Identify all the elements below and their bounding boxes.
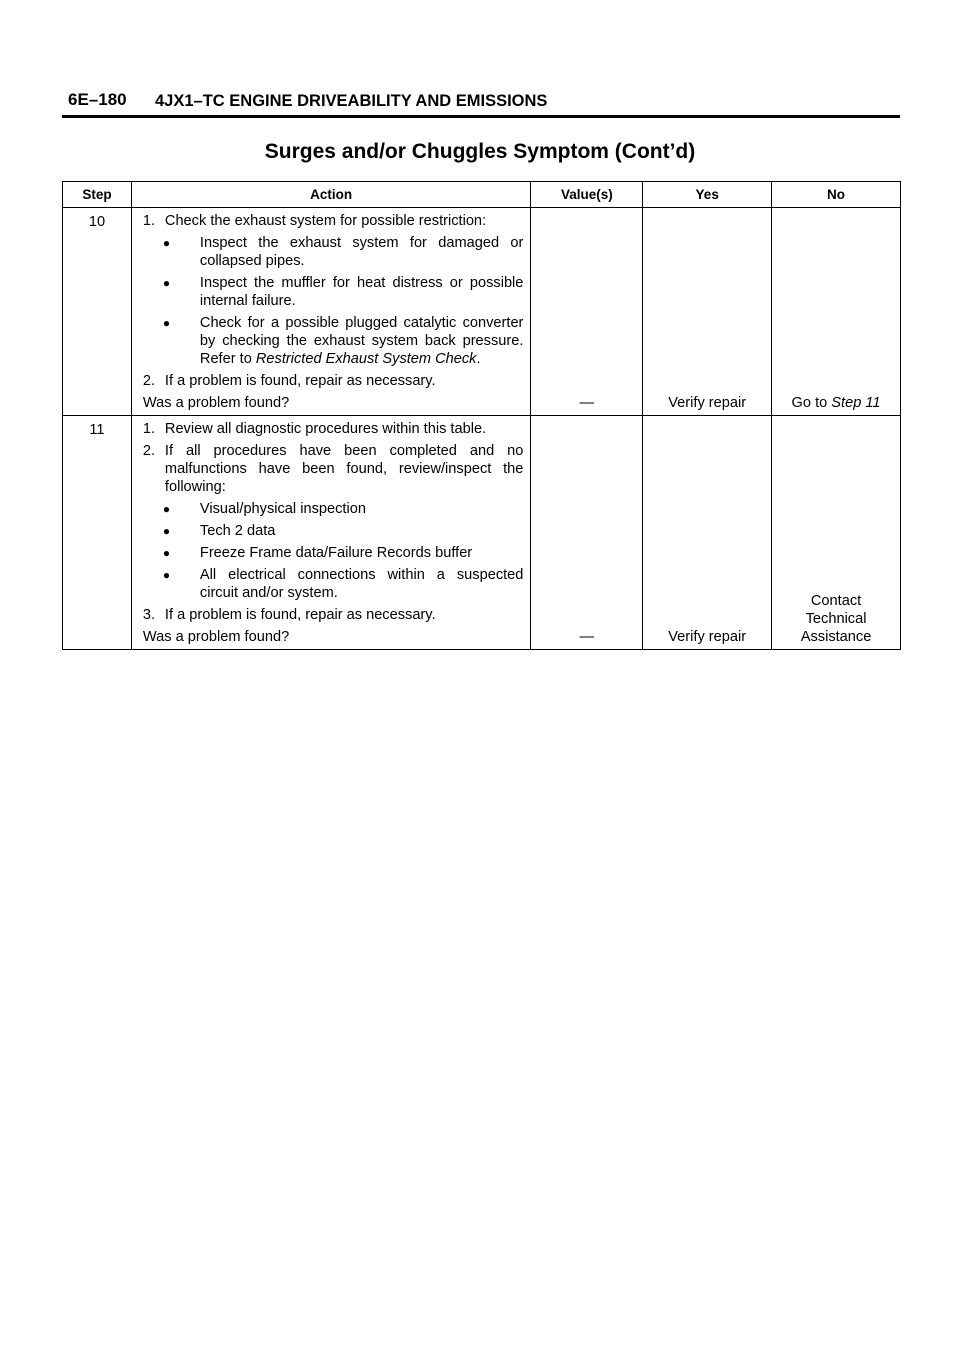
bullet-icon: ● (162, 568, 171, 582)
table-header-row (63, 182, 901, 208)
no-cell (772, 208, 901, 416)
bullet-icon: ● (162, 276, 171, 290)
item-number: 1. (142, 213, 156, 229)
bullet-text (200, 314, 524, 368)
bullet-text: Freeze Frame data/Failure Records buffer (199, 545, 473, 561)
no-text-line: Assistance (800, 629, 872, 645)
bullet-text-main: Check for a possible plugged catalytic converter by checking the exhaust system back pressure. Refer to (199, 315, 524, 367)
no-cell (772, 416, 901, 650)
step-number: 11 (63, 416, 132, 650)
action-cell (131, 208, 531, 416)
bullet-icon: ● (162, 546, 171, 560)
question-text: Was a problem found? (142, 629, 290, 645)
item-text: Review all diagnostic procedures within this table. (164, 421, 487, 437)
step-number: 10 (63, 208, 132, 416)
bullet-item (163, 566, 524, 602)
item-number: 3. (142, 607, 156, 623)
item-number: 2. (142, 373, 156, 389)
table-row (63, 208, 901, 416)
bullet-item (163, 500, 524, 518)
bullet-item (163, 274, 524, 310)
bullet-icon: ● (162, 524, 171, 538)
bullet-text: Visual/physical inspection (199, 501, 366, 517)
bullet-text: Inspect the exhaust system for damaged or collapsed pipes. (199, 235, 524, 269)
column-header-action: Action (131, 182, 531, 208)
column-header-no: No (772, 182, 901, 208)
action-item (143, 372, 524, 390)
page-number: 6E–180 (68, 90, 127, 109)
header-rule (62, 115, 900, 118)
item-number: 1. (142, 421, 156, 437)
bullet-icon: ● (162, 316, 171, 330)
cross-reference: Restricted Exhaust System Check (255, 351, 477, 367)
bullet-text-end: . (476, 351, 481, 367)
table-row (63, 416, 901, 650)
item-text: If a problem is found, repair as necessary. (164, 373, 436, 389)
item-number: 2. (142, 443, 156, 459)
action-item (143, 420, 524, 438)
yes-cell: Verify repair (643, 208, 772, 416)
item-text: If a problem is found, repair as necessary. (164, 607, 436, 623)
bullet-text: Inspect the muffler for heat distress or possible internal failure. (199, 275, 524, 309)
bullet-text: All electrical connections within a suspected circuit and/or system. (199, 567, 524, 601)
bullet-item (163, 314, 524, 368)
question-text: Was a problem found? (142, 395, 290, 411)
action-cell (131, 416, 531, 650)
bullet-icon: ● (162, 236, 171, 250)
value-cell: — (531, 208, 643, 416)
bullet-text: Tech 2 data (199, 523, 276, 539)
action-item (143, 442, 524, 496)
symptom-title: Surges and/or Chuggles Symptom (Cont’d) (264, 140, 696, 163)
no-text-line: Contact (810, 593, 862, 609)
diagnostic-table (62, 181, 901, 650)
step-reference: Step 11 (831, 395, 881, 411)
section-title: 4JX1–TC ENGINE DRIVEABILITY AND EMISSIONS (155, 92, 548, 110)
column-header-yes: Yes (643, 182, 772, 208)
column-header-step: Step (63, 182, 132, 208)
bullet-item (163, 544, 524, 562)
bullet-icon: ● (162, 502, 171, 516)
value-cell: — (531, 416, 643, 650)
column-header-values: Value(s) (531, 182, 643, 208)
action-item (143, 606, 524, 624)
bullet-item (163, 522, 524, 540)
no-text: Go to (791, 395, 832, 411)
action-item (143, 212, 524, 230)
no-text-line: Technical (805, 611, 867, 627)
bullet-item (163, 234, 524, 270)
item-text: If all procedures have been completed and no malfunctions have been found, review/inspect the following: (164, 443, 524, 495)
item-text: Check the exhaust system for possible restriction: (164, 213, 487, 229)
yes-cell: Verify repair (643, 416, 772, 650)
